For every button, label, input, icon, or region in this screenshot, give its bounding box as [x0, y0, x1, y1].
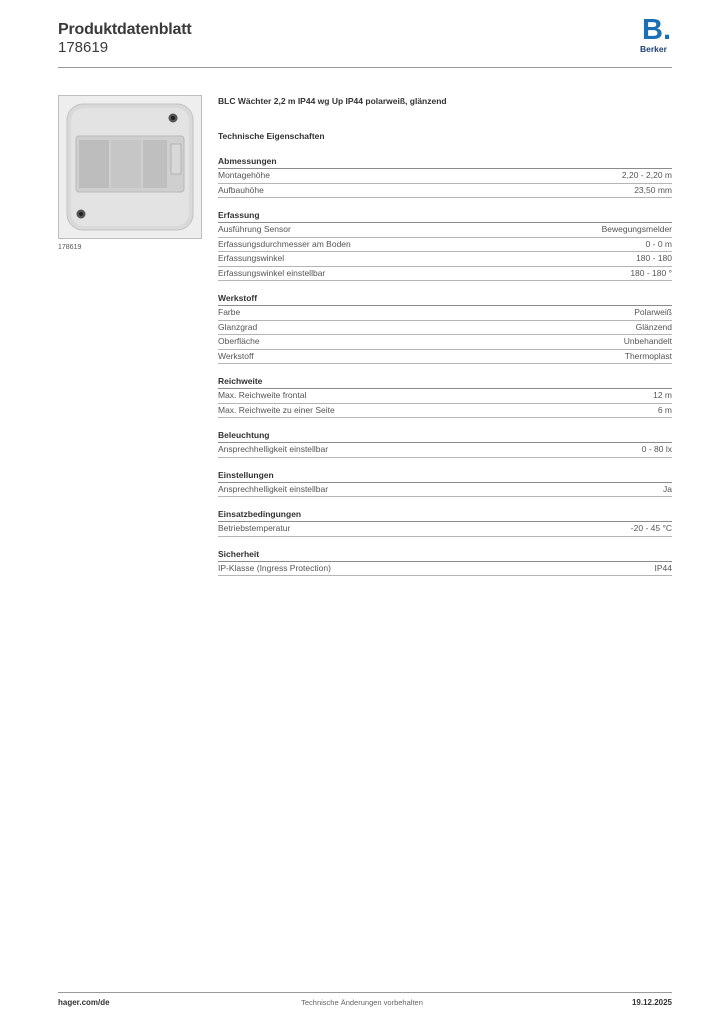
- spec-label: Ansprechhelligkeit einstellbar: [218, 444, 329, 454]
- spec-value: Bewegungsmelder: [601, 224, 672, 234]
- spec-section: [218, 154, 672, 198]
- spec-row: [218, 306, 672, 321]
- spec-row: [218, 238, 672, 253]
- footer-date: 19.12.2025: [631, 998, 672, 1007]
- spec-value: Thermoplast: [624, 350, 672, 361]
- product-number: 178619: [58, 39, 109, 56]
- spec-row: [218, 335, 672, 350]
- spec-value: 23,50 mm: [634, 184, 672, 195]
- spec-label: Erfassungsdurchmesser am Boden: [218, 238, 351, 249]
- spec-label: Oberfläche: [218, 336, 260, 346]
- footer-notice: Technische Änderungen vorbehalten: [301, 998, 423, 1007]
- spec-label: Erfassungswinkel: [218, 253, 285, 263]
- spec-row: [218, 562, 672, 577]
- spec-row: [218, 252, 672, 267]
- spec-section: [218, 428, 672, 458]
- spec-label: Werkstoff: [218, 350, 254, 361]
- product-image: [58, 95, 202, 239]
- spec-section: [218, 291, 672, 364]
- spec-row: [218, 169, 672, 184]
- section-title: Beleuchtung: [218, 428, 672, 443]
- section-title: Einstellungen: [218, 468, 672, 483]
- section-title: Sicherheit: [218, 547, 672, 562]
- spec-row: [218, 223, 672, 238]
- spec-row: [218, 184, 672, 199]
- spec-section: [218, 208, 672, 281]
- spec-value: 0 - 80 lx: [641, 444, 672, 454]
- spec-label: Montagehöhe: [218, 170, 270, 180]
- spec-value: 0 - 0 m: [645, 238, 672, 249]
- page-title: Produktdatenblatt: [58, 21, 192, 38]
- berker-logo: [640, 16, 674, 54]
- section-title: Reichweite: [218, 374, 672, 389]
- spec-value: 6 m: [657, 404, 672, 415]
- spec-value: Glänzend: [635, 321, 672, 332]
- spec-row: [218, 350, 672, 365]
- image-caption: 178619: [58, 244, 82, 251]
- spec-label: IP-Klasse (Ingress Protection): [218, 562, 331, 573]
- spec-value: 180 - 180: [636, 253, 672, 263]
- spec-row: [218, 443, 672, 458]
- section-title: Einsatzbedingungen: [218, 507, 672, 522]
- spec-sections: [218, 154, 672, 586]
- spec-label: Ansprechhelligkeit einstellbar: [218, 483, 329, 494]
- spec-row: [218, 321, 672, 336]
- spec-value: Polarweiß: [634, 307, 672, 317]
- spec-section: [218, 374, 672, 418]
- spec-section: [218, 507, 672, 537]
- spec-label: Farbe: [218, 307, 241, 317]
- spec-row: [218, 267, 672, 282]
- logo-mark: B.: [642, 14, 671, 46]
- spec-value: -20 - 45 °C: [630, 523, 672, 533]
- footer-website-link[interactable]: hager.com/de: [58, 998, 110, 1007]
- spec-value: 180 - 180 °: [630, 267, 672, 278]
- motion-detector-icon: [59, 96, 201, 238]
- section-title: Abmessungen: [218, 154, 672, 169]
- spec-value: 12 m: [653, 390, 672, 400]
- spec-value: IP44: [654, 562, 672, 573]
- spec-row: [218, 404, 672, 419]
- spec-label: Aufbauhöhe: [218, 184, 264, 195]
- section-title: Werkstoff: [218, 291, 672, 306]
- spec-label: Erfassungswinkel einstellbar: [218, 267, 326, 278]
- spec-value: Unbehandelt: [623, 336, 672, 346]
- properties-heading: Technische Eigenschaften: [218, 131, 325, 141]
- spec-value: Ja: [663, 483, 672, 494]
- spec-label: Ausführung Sensor: [218, 224, 291, 234]
- spec-label: Max. Reichweite zu einer Seite: [218, 404, 335, 415]
- spec-label: Max. Reichweite frontal: [218, 390, 307, 400]
- section-title: Erfassung: [218, 208, 672, 223]
- spec-label: Betriebstemperatur: [218, 523, 291, 533]
- spec-section: [218, 468, 672, 498]
- spec-row: [218, 389, 672, 404]
- spec-label: Glanzgrad: [218, 321, 258, 332]
- spec-row: [218, 483, 672, 498]
- spec-section: [218, 547, 672, 577]
- footer-divider: [58, 992, 672, 993]
- header-divider: [58, 67, 672, 68]
- spec-value: 2,20 - 2,20 m: [621, 170, 672, 180]
- logo-text: Berker: [640, 44, 667, 54]
- spec-row: [218, 522, 672, 537]
- product-name: BLC Wächter 2,2 m IP44 wg Up IP44 polarweiß, glänzend: [218, 96, 447, 106]
